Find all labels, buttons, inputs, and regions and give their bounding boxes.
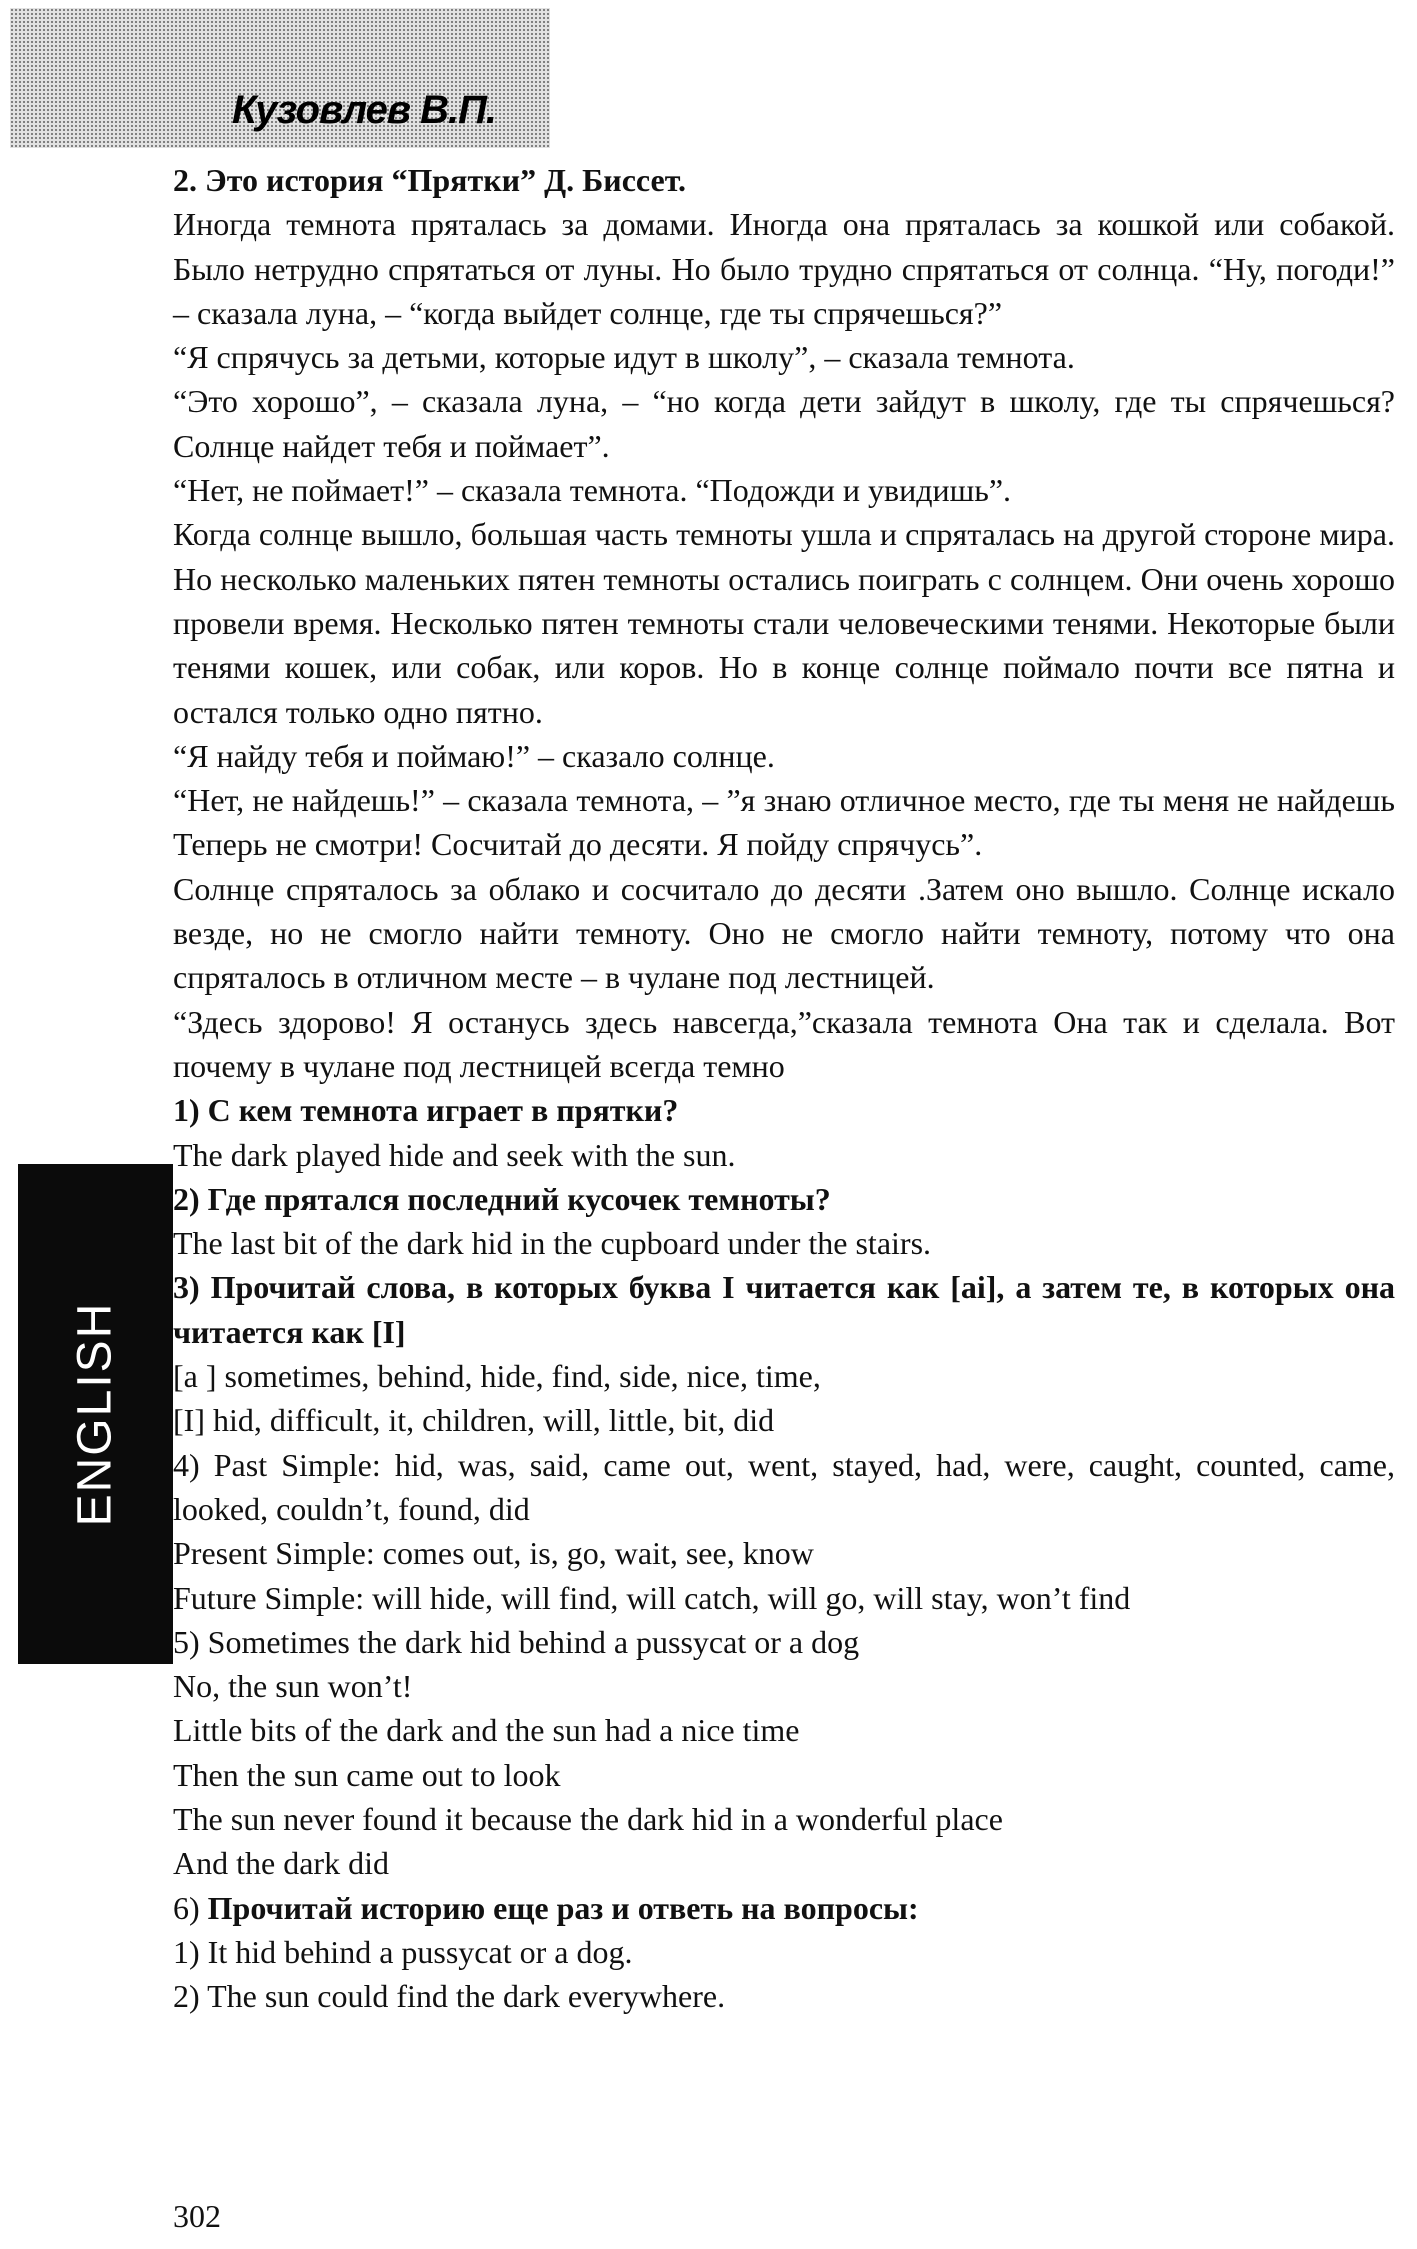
- paragraph: [173, 1265, 1395, 1354]
- paragraph-text: Little bits of the dark and the sun had a nice time: [173, 1712, 800, 1749]
- paragraph-text: 4) Past Simple: hid, was, said, came out, went, stayed, had, were, caught, counted, came, looked, couldn’t, found, did: [173, 1446, 1395, 1527]
- paragraph: [173, 867, 1395, 1000]
- paragraph-text: Present Simple: comes out, is, go, wait, see, know: [173, 1535, 814, 1572]
- paragraph-text: 2) Где прятался последний кусочек темноты?: [173, 1180, 831, 1217]
- paragraph: [173, 512, 1395, 733]
- paragraph: [173, 1177, 1395, 1221]
- paragraph: [173, 468, 1395, 512]
- paragraph-text: “Я найду тебя и поймаю!” – сказало солнце.: [173, 737, 775, 774]
- paragraph-text: 6): [173, 1889, 208, 1926]
- paragraph: [173, 1620, 1395, 1664]
- paragraph: [173, 1576, 1395, 1620]
- page-content: [173, 158, 1395, 2018]
- paragraph-text: “Я спрячусь за детьми, которые идут в школу”, – сказала темнота.: [173, 339, 1075, 376]
- paragraph-text: [I] hid, difficult, it, children, will, little, bit, did: [173, 1402, 775, 1439]
- paragraph-text: 1) It hid behind a pussycat or a dog.: [173, 1933, 633, 1970]
- paragraph-text: The last bit of the dark hid in the cupboard under the stairs.: [173, 1225, 932, 1262]
- paragraph-text: Когда солнце вышло, большая часть темноты ушла и спряталась на другой стороне мира. Но несколько маленьких пятен темноты остались поиграть с солнцем. Они очень хорошо провели время. Несколько пятен темноты стали человеческими тенями. Некоторые были тенями кошек, или собак, или коров. Но в конце солнце поймало почти все пятна и остался только одно пятно.: [173, 516, 1395, 730]
- paragraph: [173, 734, 1395, 778]
- paragraph-text: “Нет, не найдешь!” – сказала темнота, – ”я знаю отличное место, где ты меня не найдешь Теперь не смотри! Сосчитай до десяти. Я пойду спрячусь”.: [173, 782, 1395, 863]
- paragraph: [173, 778, 1395, 867]
- paragraph-text: 2. Это история “Прятки” Д. Биссет.: [173, 162, 686, 198]
- paragraph-text: “Это хорошо”, – сказала луна, – “но когда дети зайдут в школу, где ты спрячешься? Солнце найдет тебя и поймает”.: [173, 383, 1395, 464]
- paragraph: [173, 1221, 1395, 1265]
- side-tab-label: ENGLISH: [68, 1301, 122, 1527]
- paragraph-text: Future Simple: will hide, will find, will catch, will go, will stay, won’t find: [173, 1579, 1131, 1616]
- paragraph-text: 3) Прочитай слова, в которых буква I читается как [ai], а затем те, в которых она читается как [I]: [173, 1269, 1395, 1350]
- paragraph-text: “Нет, не поймает!” – сказала темнота. “Подожди и увидишь”.: [173, 472, 1012, 509]
- paragraph: [173, 1841, 1395, 1885]
- paragraph-text: No, the sun won’t!: [173, 1668, 413, 1705]
- paragraph: [173, 202, 1395, 335]
- paragraph: [173, 1974, 1395, 2018]
- paragraph: [173, 1886, 1395, 1930]
- paragraph-text: 1) С кем темнота играет в прятки?: [173, 1092, 679, 1129]
- paragraph: [173, 1443, 1395, 1532]
- paragraph-bold-text: Прочитай историю еще раз и ответь на вопросы:: [207, 1889, 919, 1926]
- paragraph: [173, 1930, 1395, 1974]
- paragraph-text: 2) The sun could find the dark everywhere.: [173, 1978, 726, 2015]
- paragraph: [173, 335, 1395, 379]
- paragraph-text: [a ] sometimes, behind, hide, find, side, nice, time,: [173, 1358, 821, 1395]
- paragraph: [173, 1753, 1395, 1797]
- paragraph: [173, 158, 1395, 202]
- paragraph: [173, 1133, 1395, 1177]
- paragraph-text: Солнце спряталось за облако и сосчитало до десяти .Затем оно вышло. Солнце искало везде, но не смогло найти темноту. Оно не смогло найти темноту, потому что она спряталось в отличном месте – в чулане под лестницей.: [173, 870, 1395, 996]
- paragraph: [173, 1000, 1395, 1089]
- paragraph-text: Иногда темнота пряталась за домами. Иногда она пряталась за кошкой или собакой. Было нетрудно спрятаться от луны. Но было трудно спрятаться от солнца. “Ну, погоди!” – сказала луна, – “когда выйдет солнце, где ты спрячешься?”: [173, 206, 1395, 331]
- paragraph: [173, 1708, 1395, 1752]
- paragraph: [173, 1664, 1395, 1708]
- paragraph-text: 5) Sometimes the dark hid behind a pussycat or a dog: [173, 1623, 860, 1660]
- paragraph-text: Then the sun came out to look: [173, 1756, 561, 1793]
- paragraph: [173, 1354, 1395, 1398]
- paragraph-text: The dark played hide and seek with the sun.: [173, 1136, 736, 1173]
- paragraph-text: “Здесь здорово! Я останусь здесь навсегда,”сказала темнота Она так и сделала. Вот почему в чулане под лестницей всегда темно: [173, 1003, 1395, 1084]
- paragraph-text: The sun never found it because the dark hid in a wonderful place: [173, 1800, 1003, 1837]
- paragraph-text: And the dark did: [173, 1845, 389, 1882]
- author-name: Кузовлев В.П.: [232, 88, 497, 132]
- page-number: 302: [173, 2198, 221, 2234]
- paragraph: [173, 1797, 1395, 1841]
- paragraph: [173, 1088, 1395, 1132]
- paragraph: [173, 379, 1395, 468]
- paragraph: [173, 1531, 1395, 1575]
- paragraph: [173, 1398, 1395, 1442]
